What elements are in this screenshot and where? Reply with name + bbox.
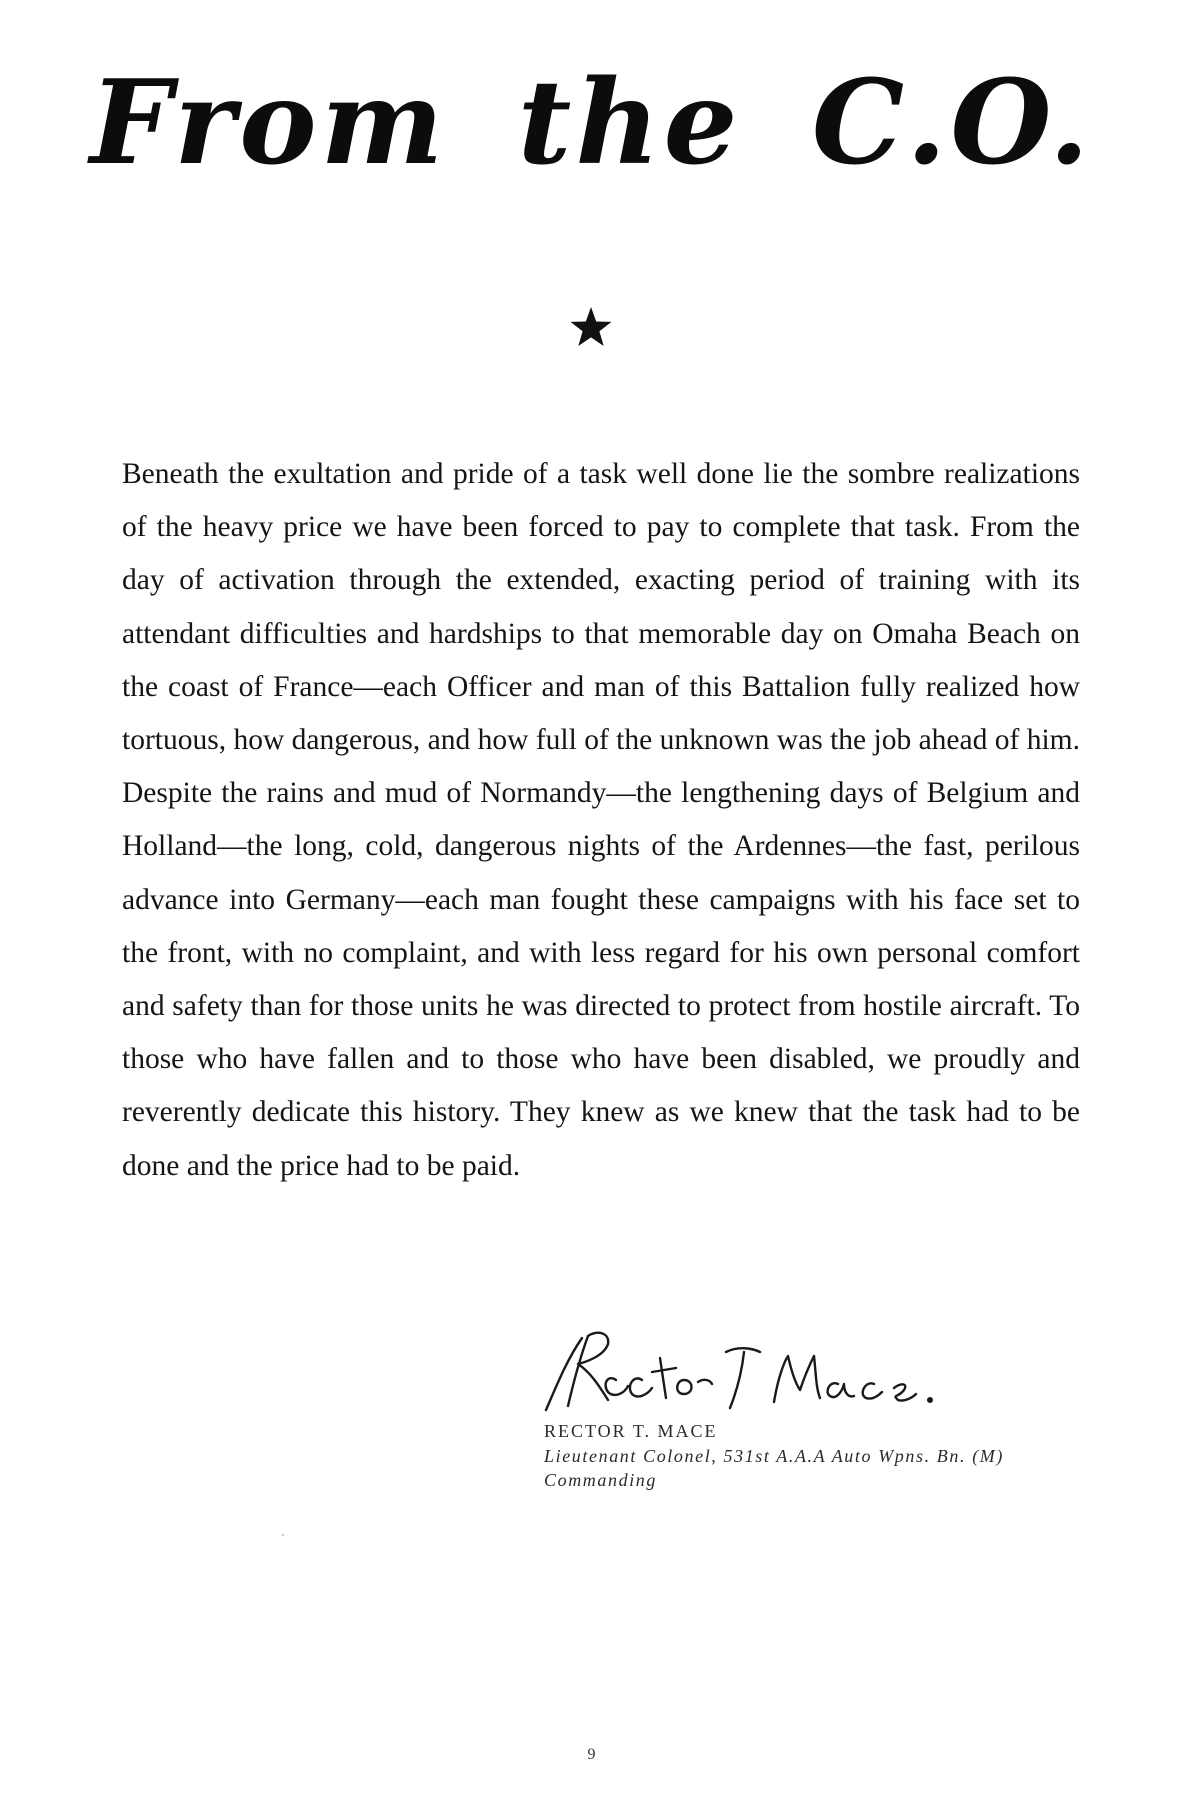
body-text: Beneath the exultation and pride of a task well done lie the sombre realizations of the heavy price we have been forced to pay to complete that task. From the day of activation through the extended, exacting period of training with its attendant difficulties and hardships to that memorable day on Omaha Beach on the coast of France—each Officer and man of this Battalion fully realized how tortuous, how dangerous, and how full of the unknown was the job ahead of him. Despite the rains and mud of Normandy—the lengthening days of Belgium and Holland—the long, cold, dangerous nights of the Ardennes—the fast, perilous advance into Germany—each man fought these campaigns with his face set to the front, with no complaint, and with less regard for his own personal comfort and safety than for those units he was directed to protect from hostile aircraft. To those who have fallen and to those who have been disabled, we proudly and reverently dedicate this history. They knew as we knew that the task had to be done and the price had to be paid. — [122, 458, 1080, 1182]
body-paragraph — [122, 448, 1080, 1193]
handwritten-signature — [538, 1322, 958, 1422]
scan-speck — [282, 1534, 284, 1536]
signatory-rank: Lieutenant Colonel, 531st A.A.A Auto Wpns. Bn. (M) — [544, 1446, 1004, 1466]
signatory-role: Commanding — [544, 1470, 658, 1490]
page-title: From the C.O. — [89, 55, 1094, 191]
signature-block — [544, 1418, 1104, 1492]
star-icon — [569, 305, 613, 349]
signatory-name: RECTOR T. MACE — [544, 1421, 718, 1441]
page-number: 9 — [587, 1746, 596, 1763]
